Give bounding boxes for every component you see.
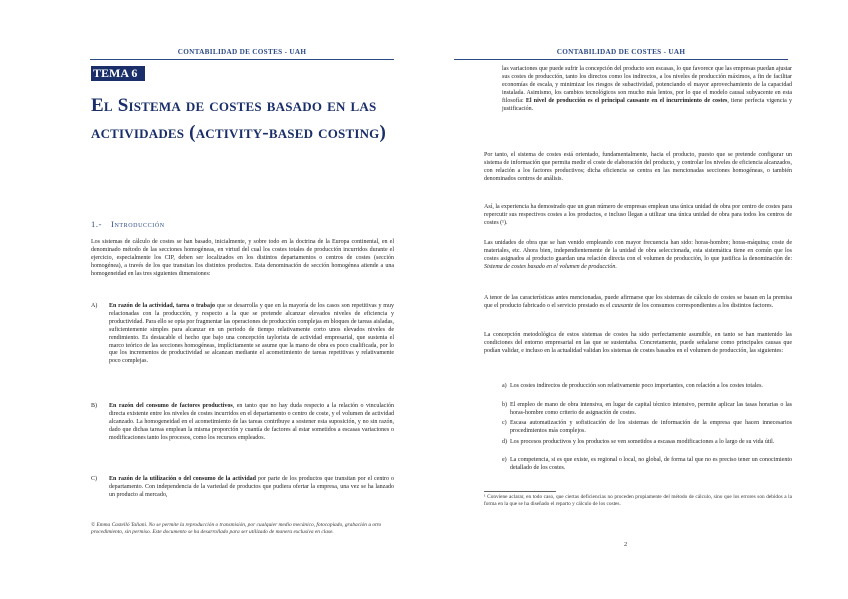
- continuation-end: , tiene perfecta vigencia y justificación.: [502, 97, 792, 112]
- intro-paragraph: Los sistemas de cálculo de costes se han basado, inicialmente, y sobre todo en la doctrina de la Europa continental, en el denominado método de las secciones homogéneas, en virtud del cual los costes totales de producción incurridos durante el ejercicio, especialmente los CIP, deben ser localizados en los distintos departamentos o centros de costes (sección homogénea), a través de los que transitan los distintos productos. Esta denominación de sección homogénea atiende a una homogeneidad en las tres siguientes dimensiones:: [91, 239, 394, 277]
- section-number: 1.-: [91, 219, 103, 229]
- continuation-text: las variaciones que puede sufrir la concepción del producto son escasas, lo que favorece que las empresas puedan ajustar sus costes de producción, tanto los directos como los indirectos, a los niveles de producción máximos, a fin de facilitar economías de escala, y minimizar los riesgos de subactividad, potenciando el mayor aprovechamiento de la capacidad instalada. Asimismo, los cambios tecnológicos son mucho más lentos, por lo que el modelo causal subyacente en esta filosofía:: [502, 66, 792, 104]
- running-header: CONTABILIDAD DE COSTES - UAH: [556, 48, 686, 56]
- paragraph-text: A tenor de las características antes mencionadas, puede afirmarse que los sistemas de cálculo de costes se basan en la premisa que el producto fabricado o el servicio prestado es el: [484, 295, 792, 309]
- list-item: [91, 403, 394, 443]
- list-item: [91, 303, 394, 366]
- list-marker: b): [502, 402, 507, 408]
- header-rule: [454, 59, 788, 60]
- continuation-paragraph: [502, 66, 792, 113]
- footnote: ¹ Conviene aclarar, en todo caso, que ciertas deficiencias no proceden propiamente del método de cálculo, sino que los errores son debidos a la forma en la que se ha diseñado el reparto y cálculo de los costes.: [484, 494, 792, 507]
- paragraph-text: Las unidades de obra que se han venido empleando con mayor frecuencia han sido: horas-hombre; horas-máquina; coste de materiales, etc. Ahora bien, independientemente de la unidad de obra seleccionada, esta sistemática tiene en común que los costes asignados al producto guardan una relación directa con el volumen de producción, lo que justifica la denominación de:: [484, 240, 792, 262]
- list-marker: B): [91, 403, 97, 409]
- continuation-bold: El nivel de producción es el principal causante en el incurrimiento de costes: [525, 97, 728, 104]
- list-item-lead: En razón de la actividad, tarea o trabajo: [109, 303, 215, 309]
- chapter-tag: TEMA 6: [91, 66, 145, 81]
- list-marker: e): [502, 457, 507, 463]
- list-item-text: que se desarrolla y que en la mayoría de los casos son repetitivas y muy relacionadas con la producción, y respecto a la que se pretende alcanzar elevados niveles de eficiencia y productividad. Para ello se opta por fragmentar las operaciones de producción complejas en bloques de tareas aisladas, suficientemente simples para alcanzar en un periodo de tiempo relativamente corto unos elevados niveles de rendimiento. Es destacable el hecho que bajo una concepción taylorista de actividad empresarial, que sustenta el marco teórico de las secciones homogéneas, implícitamente se asume que la mano de obra es poco cualificada, por lo que los incrementos de productividad se alcanzan mediante el acometimiento de tareas repetitivas y relativamente poco complejas.: [109, 303, 394, 365]
- list-item-text: , en tanto que no hay duda respecto a la relación o vinculación directa existente entre los niveles de costes incurridos en el departamento o centro de coste, y el volumen de actividad alcanzado. La homogeneidad en el acometimiento de las tareas contribuye a sostener esta suposición, y no sin razón, dado que dichas tareas emplean la misma proporción y cuantía de factores al estar sometidos a escasas variaciones o modificaciones tanto los procesos, como los recursos empleados.: [109, 403, 394, 441]
- paragraph: [484, 295, 792, 311]
- header-rule: [90, 59, 394, 60]
- list-item: [502, 420, 792, 436]
- footnote-rule: [484, 491, 556, 492]
- list-item-text: El empleo de mano de obra intensiva, en lugar de capital técnico intensivo, permite aplicar las tasas horarias o las horas-hombre como criterio de asignación de costes.: [510, 402, 792, 416]
- paragraph-emphasis: Sistema de costes basado en el volumen de producción.: [484, 263, 617, 270]
- section-title: Introducción: [111, 219, 165, 229]
- list-item: [91, 476, 394, 500]
- list-item: [502, 383, 792, 391]
- list-item-text: Escasa automatización y sofisticación de los sistemas de información de la empresa que hacen innecesarios procedimientos más complejos.: [510, 420, 792, 434]
- list-marker: A): [91, 303, 98, 309]
- paragraph-emphasis: causante: [611, 302, 634, 309]
- list-marker: d): [502, 439, 507, 445]
- list-item-text: La competencia, si es que existe, es regional o local, no global, de forma tal que no es preciso tener un conocimiento detallado de los costes.: [510, 457, 792, 471]
- list-item-lead: En razón del consumo de factores productivos: [109, 403, 233, 409]
- list-item-lead: En razón de la utilización o del consumo de la actividad: [109, 476, 257, 482]
- paragraph: La concepción metodológica de estos sistemas de costes ha sido perfectamente asumible, en tanto se han mantenido las condiciones del entorno empresarial en las que se sustentaba. Concretamente, puede señalarse como principales causas que podían validar, e incluso en la actualidad validan los sistemas de costes basados en el volumen de producción, las siguientes:: [484, 332, 792, 354]
- list-marker: c): [502, 420, 507, 426]
- list-item-text: por parte de los productos que transitan por el centro o departamento. Con independencia de la variedad de productos que pudiera ofertar la empresa, una vez se ha lanzado un producto al mercado,: [109, 476, 394, 498]
- page-number: 2: [624, 541, 628, 548]
- paragraph: Por tanto, el sistema de costes está orientado, fundamentalmente, hacia el producto, puesto que se pretende configurar un sistema de información que permita medir el coste de elaboración del producto, y controlar los niveles de eficiencia alcanzados, con relación a los factores productivos; dicha eficiencia se centra en las mencionadas secciones homogéneas, o también denominados centros de análisis.: [484, 152, 792, 182]
- list-item-text: Los procesos productivos y los productos se ven sometidos a escasas modificaciones a lo largo de su vida útil.: [510, 439, 775, 445]
- section-heading: [91, 219, 165, 229]
- list-marker: C): [91, 476, 97, 482]
- copyright-notice: © Emma Castelló Taliani. No se permite la reproducción o transmisión, por cualquier medio mecánico, fotocopiado, grabación u otro procedimiento, sin permiso. Este documento se ha desarrollado para ser utilizado de manera exclusiva en clase.: [91, 522, 382, 536]
- list-item: [502, 439, 792, 447]
- running-header: CONTABILIDAD DE COSTES - UAH: [177, 48, 307, 56]
- list-marker: a): [502, 383, 507, 389]
- paragraph: [484, 240, 792, 272]
- paragraph-text-end: de los consumos correspondientes a los distintos factores.: [633, 302, 774, 309]
- list-item-text: Los costes indirectos de producción son relativamente poco importantes, con relación a los costes totales.: [510, 383, 763, 389]
- paragraph: Así, la experiencia ha demostrado que un gran número de empresas emplean una única unidad de obra por centro de costes para repercutir sus respectivos costes a los productos, e incluso llegan a utilizar una única unidad de obra para todos los centros de costes (¹).: [484, 204, 792, 226]
- list-item: [502, 457, 792, 473]
- page-title: El Sistema de costes basado en las actividades (activity-based costing): [91, 95, 387, 143]
- list-item: [502, 402, 792, 418]
